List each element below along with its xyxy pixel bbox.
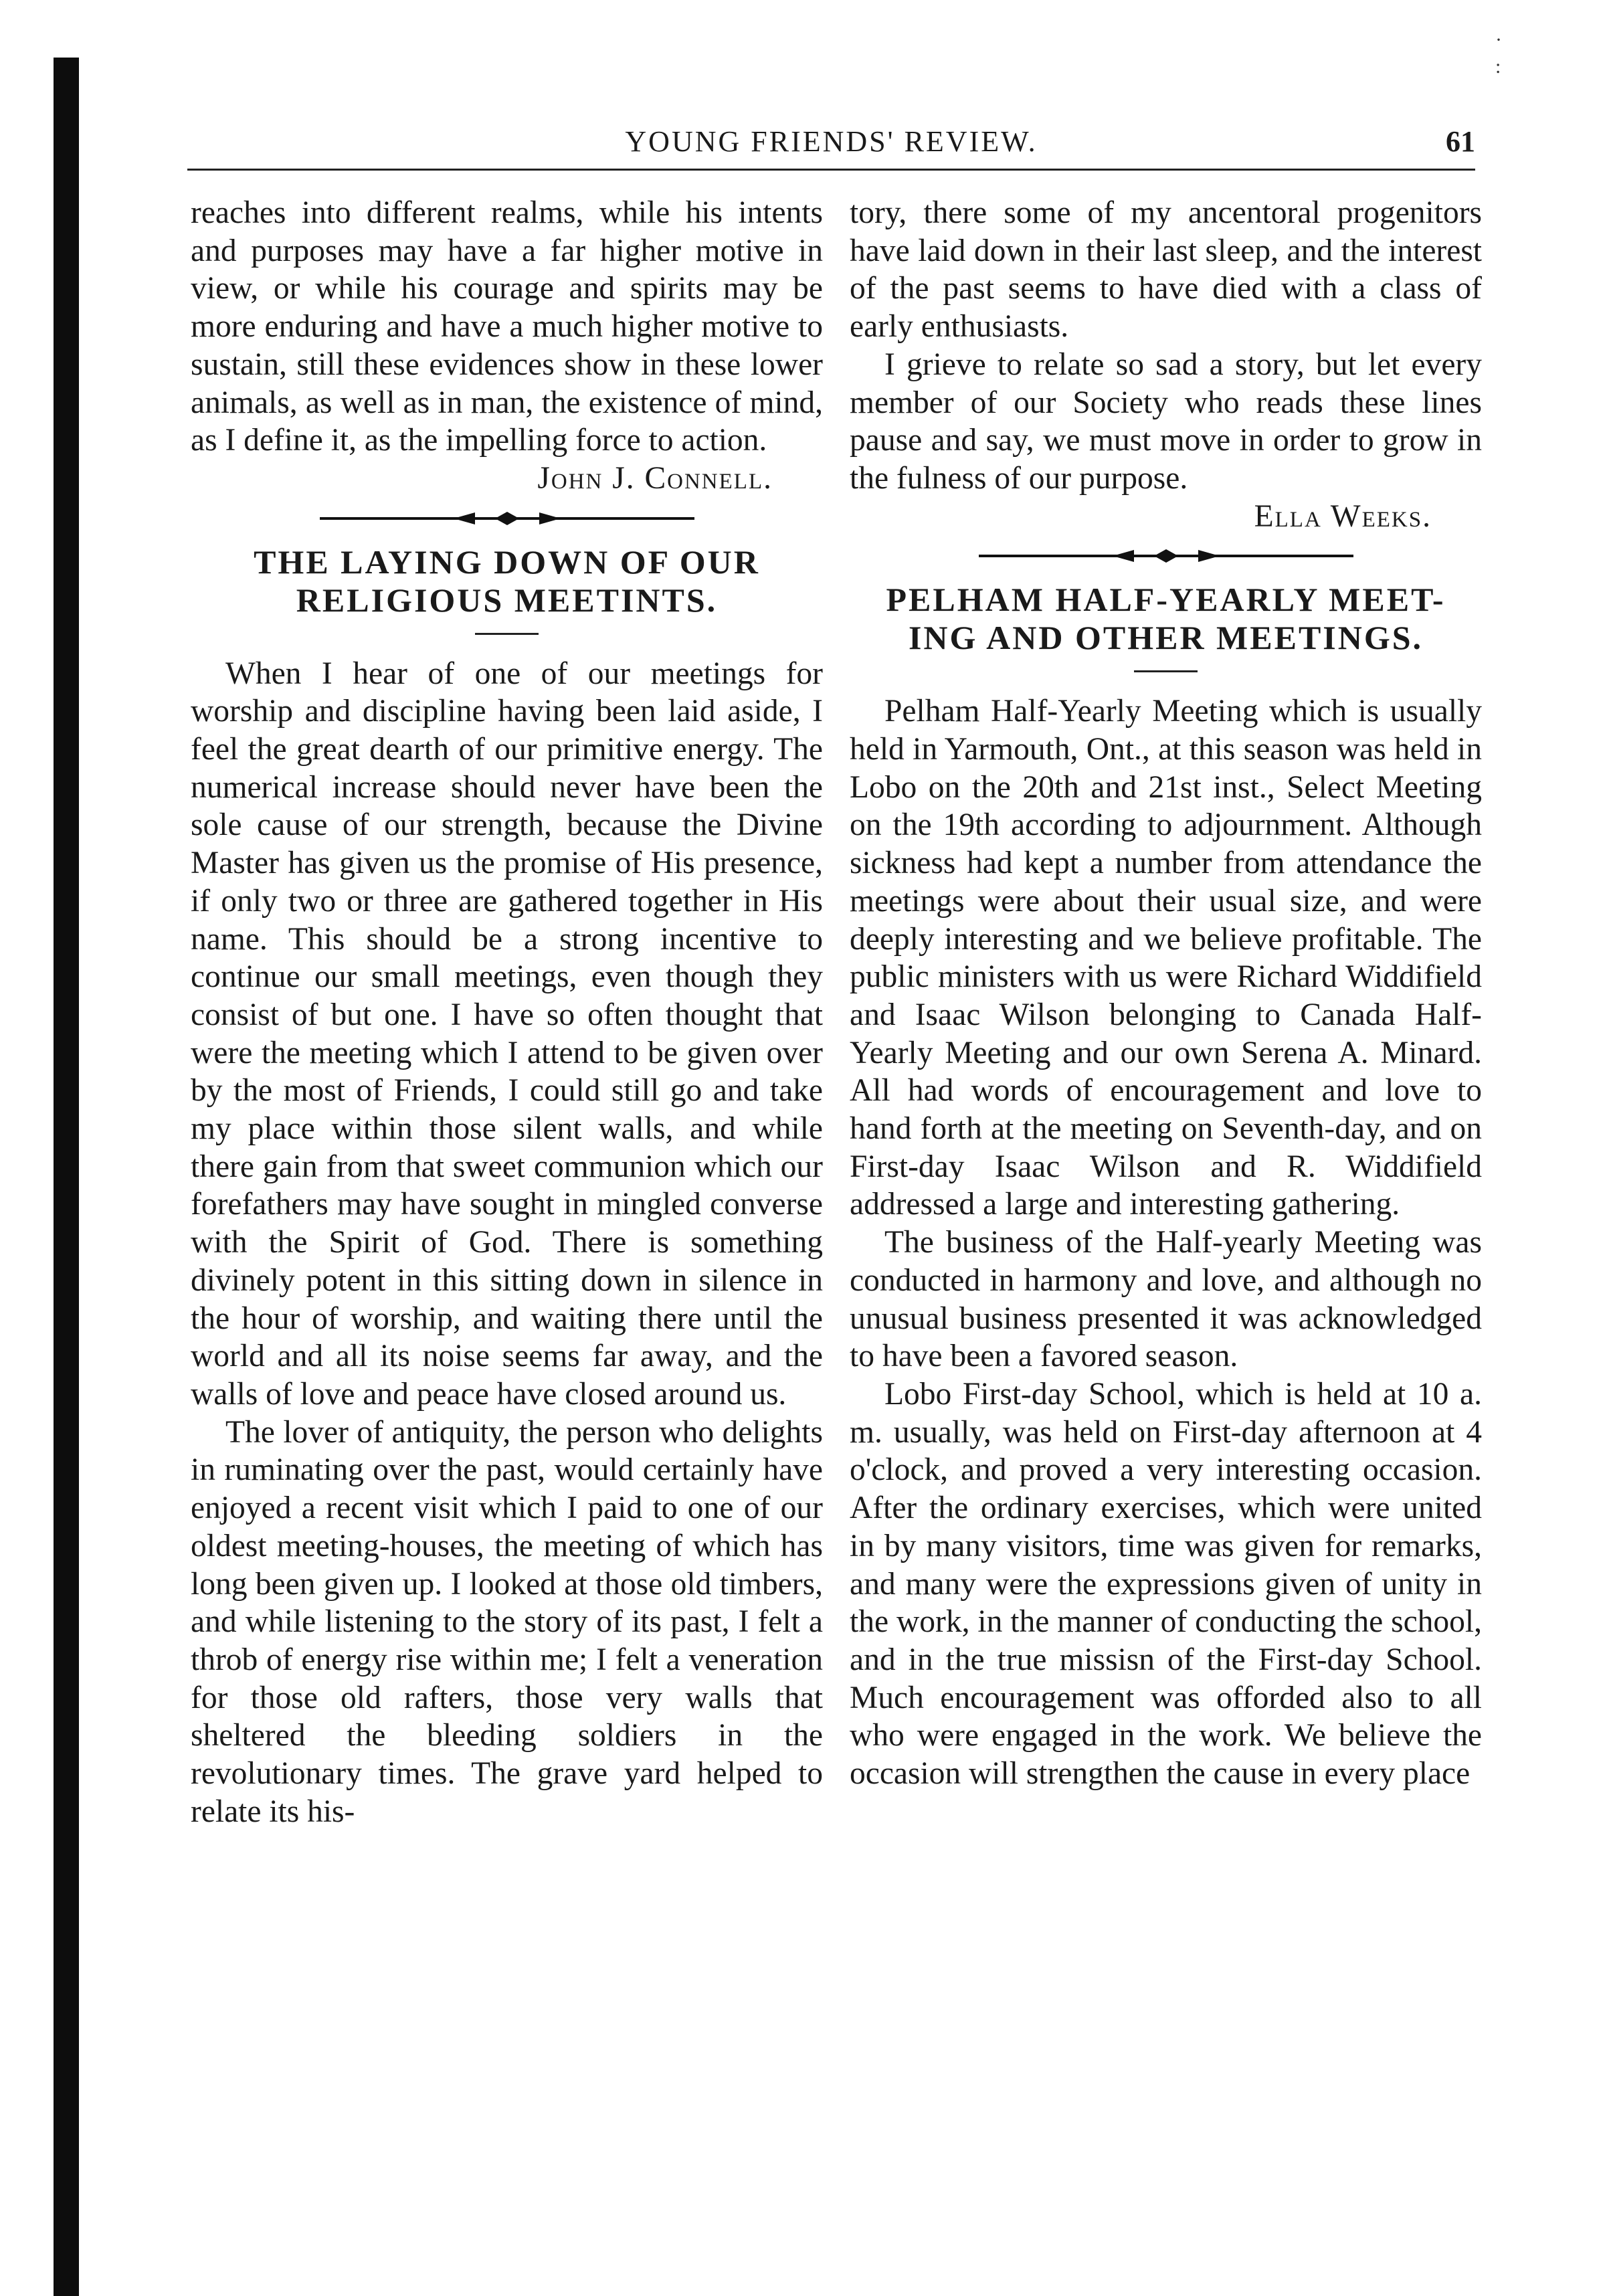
article-continuation: reaches into different realms, while his intents and purposes may have a far higher motive in view, or while his courage and spirits may be more enduring and have a much higher motive to sustain, still these evidences show in these lower animals, as well as in man, the existence of mind, as I define it, as the impelling force to action. xyxy=(191,195,823,458)
right-column xyxy=(850,194,1482,1793)
author-signature: John J. Connell. xyxy=(537,460,773,496)
ornamental-divider xyxy=(979,546,1353,566)
heading-line: THE LAYING DOWN OF OUR xyxy=(254,543,760,581)
article-continuation: tory, there some of my ancentoral progenitors have laid down in their last sleep, and the interest of the past seems to have died with a class of early enthusiasts. xyxy=(850,195,1482,345)
heading-line: RELIGIOUS MEETINTS. xyxy=(296,581,718,619)
page-number: 61 xyxy=(1446,125,1475,158)
header-rule xyxy=(187,169,1475,171)
paragraph: Pelham Half-Yearly Meeting which is usually held in Yarmouth, Ont., at this season was held in Lobo on the 20th and 21st inst., Select Meeting on the 19th according to adjournment. Although sickness had kept a number from attendance the meetings were about their usual size, and were deeply interesting and we believe profitable. The public ministers with us were Richard Widdifield and Isaac Wilson belonging to Canada Half-Yearly Meeting and our own Serena A. Minard. All had words of encouragement and love to hand forth at the meeting on Seventh-day, and on First-day Isaac Wilson and R. Widdifield addressed a large and interesting gathering. xyxy=(850,694,1482,1222)
author-signature: Ella Weeks. xyxy=(1254,498,1432,534)
left-column xyxy=(191,194,823,1830)
heading-line: PELHAM HALF-YEARLY MEET- xyxy=(886,581,1446,619)
print-specks: · : xyxy=(1495,29,1502,78)
book-binding-edge xyxy=(54,58,79,2296)
running-header xyxy=(187,124,1475,165)
paragraph: I grieve to relate so sad a story, but let every member of our Society who reads these lines pause and say, we must move in order to grow in the fulness of our purpose. xyxy=(850,347,1482,496)
heading-dash xyxy=(475,633,539,635)
article-heading xyxy=(850,581,1482,657)
heading-line: ING AND OTHER MEETINGS. xyxy=(908,619,1424,657)
paragraph: The lover of antiquity, the person who delights in ruminating over the past, would certainly have enjoyed a recent visit which I paid to one of our oldest meeting-houses, the meeting of which has long been given up. I looked at those old timbers, and while listening to the story of its past, I felt a throb of energy rise within me; I felt a veneration for those old rafters, those very walls that sheltered the bleeding soldiers in the revolutionary times. The grave yard helped to relate its his- xyxy=(191,1414,823,1829)
paragraph: Lobo First-day School, which is held at 10 a. m. usually, was held on First-day afternoon at 4 o'clock, and proved a very interesting occasion. After the ordinary exercises, which were united in by many visitors, time was given for remarks, and many were the expressions given of unity in the work, in the manner of conducting the school, and in the true missisn of the First-day School. Much encouragement was offorded also to all who were engaged in the work. We believe the occasion will strengthen the cause in every place xyxy=(850,1376,1482,1792)
ornamental-divider xyxy=(320,508,694,529)
journal-title: YOUNG FRIENDS' REVIEW. xyxy=(625,125,1038,158)
paragraph: The business of the Half-yearly Meeting was conducted in harmony and love, and although no unusual business presented it was acknowledged to have been a favored season. xyxy=(850,1225,1482,1374)
heading-dash xyxy=(1134,670,1198,672)
article-heading xyxy=(191,543,823,619)
paragraph: When I hear of one of our meetings for worship and discipline having been laid aside, I feel the great dearth of our primitive energy. The numerical increase should never have been the sole cause of our strength, because the Divine Master has given us the promise of His presence, if only two or three are gathered together in His name. This should be a strong incentive to continue our small meetings, even though they consist of but one. I have so often thought that were the meeting which I attend to be given over by the most of Friends, I could still go and take my place within those silent walls, and while there gain from that sweet communion which our forefathers may have sought in mingled converse with the Spirit of God. There is something divinely potent in this sitting down in silence in the hour of worship, and waiting there until the world and all its noise seems far away, and the walls of love and peace have closed around us. xyxy=(191,656,823,1412)
